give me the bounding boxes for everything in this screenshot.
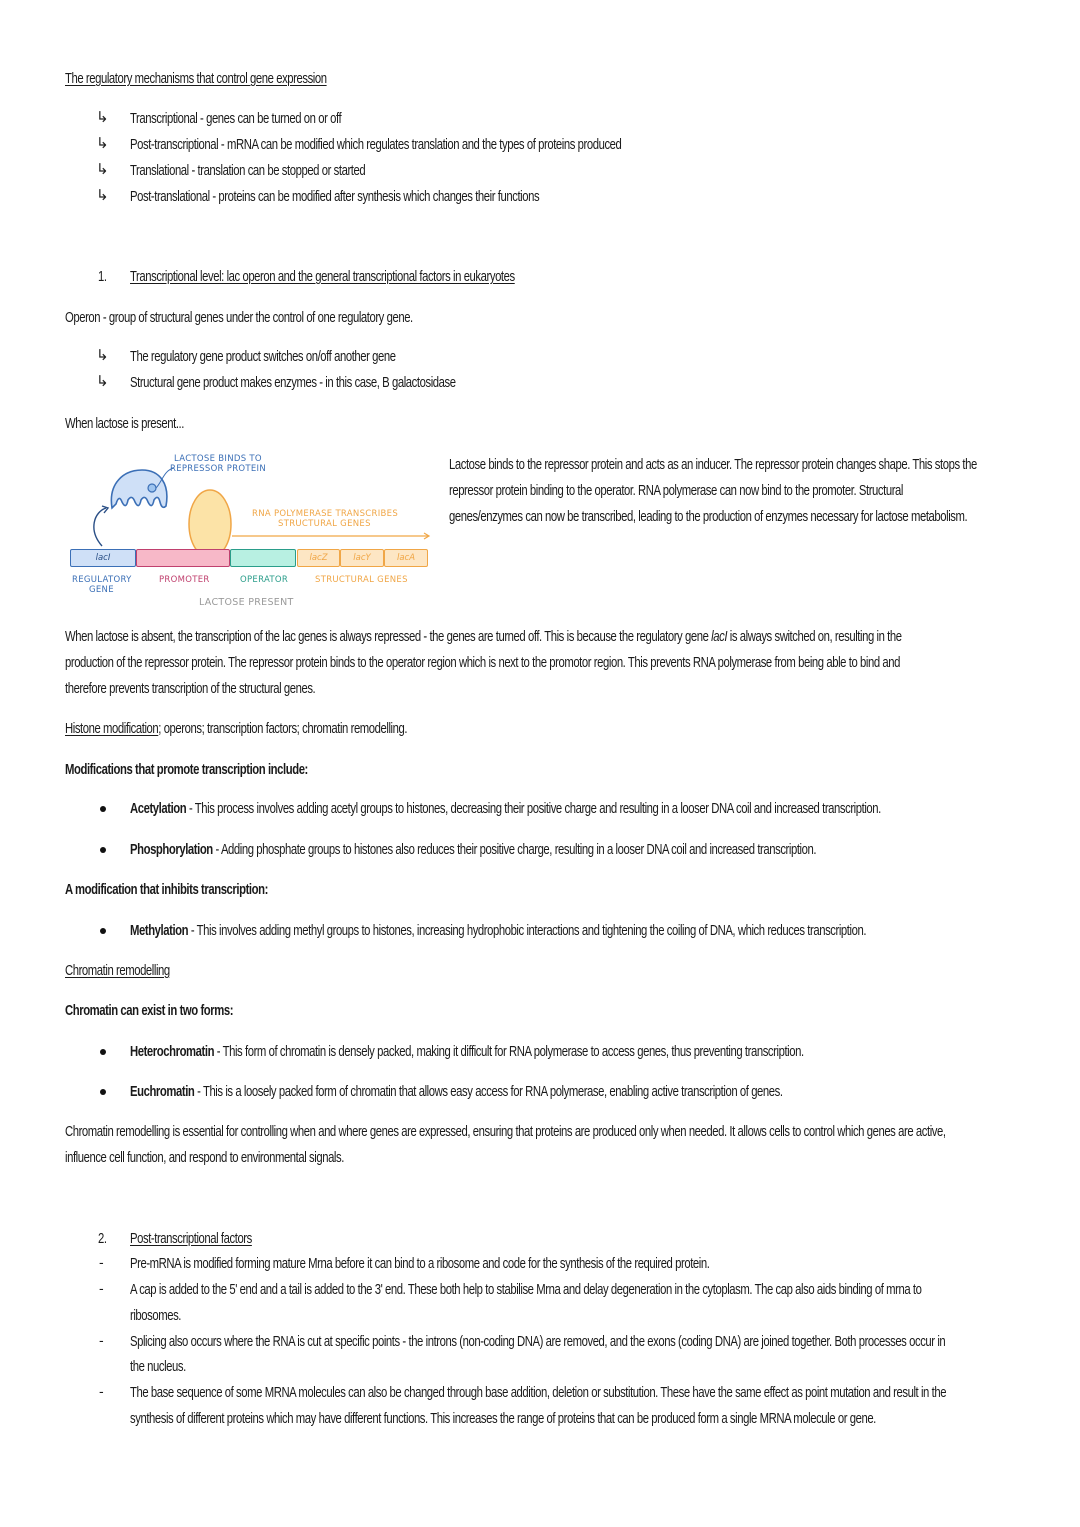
promoter-box [136, 549, 230, 567]
return-arrow-icon: ↳ [96, 108, 109, 126]
chromatin-summary: influence cell function, and respond to environmental signals. [65, 1150, 344, 1166]
return-arrow-icon: ↳ [96, 372, 109, 390]
post-transcriptional-item: synthesis of different proteins which may have different functions. This increases the range of proteins that can be produced form a single MRNA molecule or gene. [130, 1411, 876, 1427]
repressor-label: LACTOSE BINDS TO [174, 454, 262, 464]
regulatory-gene-label: REGULATORY [72, 575, 132, 585]
diagram-caption: LACTOSE PRESENT [199, 597, 294, 608]
level-item: Post-translational - proteins can be modified after synthesis which changes their functions [130, 189, 540, 205]
promoter-label: PROMOTER [159, 575, 210, 585]
section-number: 1. [98, 269, 107, 285]
dash-bullet-icon: - [99, 1280, 104, 1296]
post-transcriptional-item: the nucleus. [130, 1359, 186, 1375]
bullet-icon [100, 1089, 106, 1095]
post-transcriptional-item: ribosomes. [130, 1308, 182, 1324]
lactose-present-text: Lactose binds to the repressor protein and acts as an inducer. The repressor protein changes shape. This stops the [449, 457, 977, 473]
operon-definition: Operon - group of structural genes under the control of one regulatory gene. [65, 310, 413, 326]
return-arrow-icon: ↳ [96, 134, 109, 152]
chromatin-forms-heading: Chromatin can exist in two forms: [65, 1003, 234, 1019]
level-item: Transcriptional - genes can be turned on or off [130, 111, 342, 127]
post-transcriptional-item: Splicing also occurs where the RNA is cut at specific points - the introns (non-coding DNA) are removed, and the exons (coding DNA) are joined together. Both processes occur in [130, 1334, 946, 1350]
lactose-present-intro: When lactose is present... [65, 416, 184, 432]
lacI-gene-box: lacI [70, 549, 136, 567]
return-arrow-icon: ↳ [96, 160, 109, 178]
post-transcriptional-item: A cap is added to the 5' end and a tail is added to the 3' end. These both help to stabilise Mrna and delay degeneration in the cytoplasm. The cap also aids binding of mrna to [130, 1282, 922, 1298]
topics-line: Histone modification; operons; transcription factors; chromatin remodelling. [65, 721, 408, 737]
return-arrow-icon: ↳ [96, 346, 109, 364]
repressor-label: REPRESSOR PROTEIN [170, 464, 267, 474]
modification-item: Acetylation - This process involves adding acetyl groups to histones, decreasing their positive charge and resulting in a looser DNA coil and increased transcription. [130, 801, 881, 817]
operator-label: OPERATOR [240, 575, 289, 585]
section-title: Post-transcriptional factors [130, 1231, 252, 1247]
lactose-present-text: repressor protein binding to the operator. RNA polymerase can now bind to the promoter. Structural [449, 483, 903, 499]
chromatin-heading: Chromatin remodelling [65, 963, 170, 979]
lactose-absent-text: therefore prevents transcription of the structural genes. [65, 681, 316, 697]
bullet-icon [100, 847, 106, 853]
promote-heading: Modifications that promote transcription include: [65, 762, 308, 778]
lacA-gene-box: lacA [384, 549, 428, 567]
operon-point: The regulatory gene product switches on/off another gene [130, 349, 396, 365]
modification-item: Methylation - This involves adding methyl groups to histones, increasing hydrophobic interactions and tightening the coiling of DNA, which reduces transcription. [130, 923, 867, 939]
post-transcriptional-item: The base sequence of some MRNA molecules can also be changed through base addition, deletion or substitution. These have the same effect as point mutation and result in the [130, 1385, 947, 1401]
bullet-icon [100, 806, 106, 812]
post-transcriptional-item: Pre-mRNA is modified forming mature Mrna before it can bind to a ribosome and code for the synthesis of the required protein. [130, 1256, 710, 1272]
return-arrow-icon: ↳ [96, 186, 109, 204]
level-item: Translational - translation can be stopped or started [130, 163, 366, 179]
section-title: Transcriptional level: lac operon and the general transcriptional factors in eukaryotes [130, 269, 515, 285]
polymerase-label: STRUCTURAL GENES [278, 519, 371, 529]
chromatin-form-item: Euchromatin - This is a loosely packed form of chromatin that allows easy access for RNA polymerase, enabling active transcription of genes. [130, 1084, 783, 1100]
lactose-present-text: genes/enzymes can now be transcribed, leading to the production of enzymes necessary for lactose metabolism. [449, 509, 968, 525]
inhibit-heading: A modification that inhibits transcription: [65, 882, 268, 898]
structural-genes-label: STRUCTURAL GENES [315, 575, 408, 585]
polymerase-label: RNA POLYMERASE TRANSCRIBES [252, 509, 399, 519]
dash-bullet-icon: - [99, 1254, 104, 1270]
lacY-gene-box: lacY [340, 549, 384, 567]
level-item: Post-transcriptional - mRNA can be modified which regulates translation and the types of proteins produced [130, 137, 622, 153]
chromatin-form-item: Heterochromatin - This form of chromatin is densely packed, making it difficult for RNA polymerase to access genes, thus preventing transcription. [130, 1044, 804, 1060]
regulatory-gene-label: GENE [89, 585, 114, 595]
chromatin-summary: Chromatin remodelling is essential for controlling when and where genes are expressed, ensuring that proteins are produced only when needed. It allows cells to control which genes are active, [65, 1124, 946, 1140]
bullet-icon [100, 928, 106, 934]
repressor-protein-shape [111, 470, 166, 508]
lactose-absent-text: production of the repressor protein. The repressor protein binds to the operator region which is next to the promotor region. This prevents RNA polymerase from being able to bind and [65, 655, 900, 671]
modification-item: Phosphorylation - Adding phosphate groups to histones also reduces their positive charge, resulting in a looser DNA coil and increased transcription. [130, 842, 817, 858]
section-number: 2. [98, 1231, 107, 1247]
operator-box [230, 549, 296, 567]
page-heading: The regulatory mechanisms that control gene expression [65, 71, 327, 87]
lac-operon-diagram [62, 448, 442, 618]
lactose-absent-text: When lactose is absent, the transcription of the lac genes is always repressed - the genes are turned off. This is because the regulatory gene lacI is always switched on, resulting in the [65, 629, 902, 645]
dash-bullet-icon: - [99, 1383, 104, 1399]
lacZ-gene-box: lacZ [297, 549, 340, 567]
dash-bullet-icon: - [99, 1332, 104, 1348]
operon-point: Structural gene product makes enzymes - in this case, B galactosidase [130, 375, 456, 391]
bullet-icon [100, 1049, 106, 1055]
